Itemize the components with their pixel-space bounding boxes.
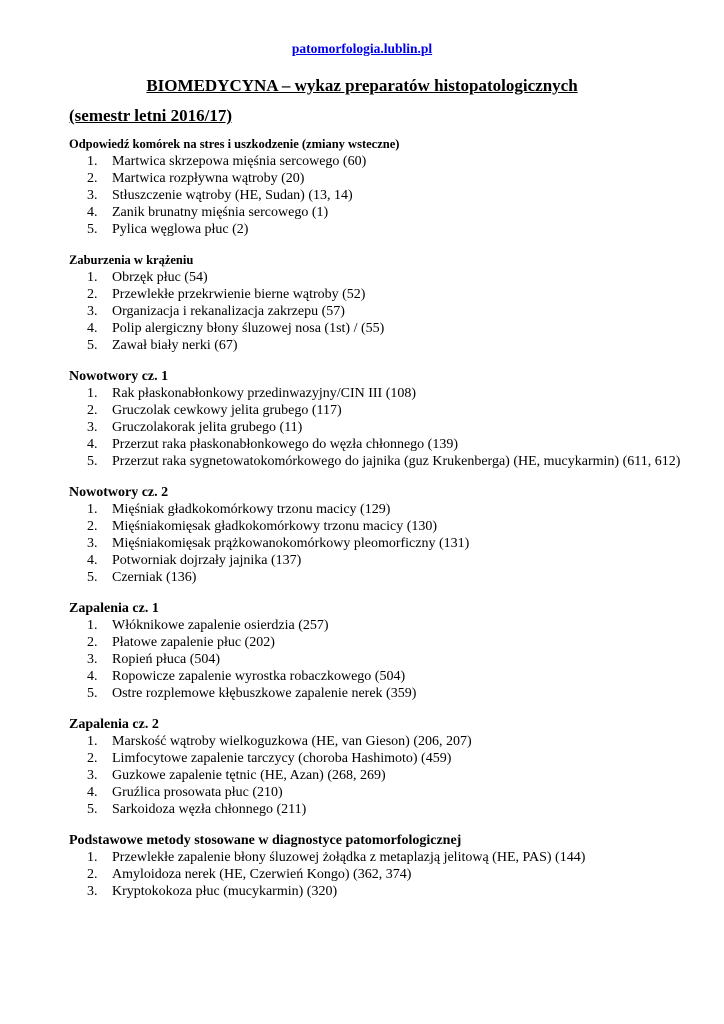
item-list — [69, 617, 709, 702]
list-item-text: Ropień płuca (504) — [112, 652, 221, 667]
list-item: 5. Przerzut raka sygnetowatokomórkowego do jajnika (guz Krukenberga) (HE, mucykarmin) (611, 612) — [87, 454, 681, 469]
list-item: 2. Limfocytowe zapalenie tarczycy (choroba Hashimoto) (459) — [87, 751, 452, 766]
list-item: 1. Marskość wątroby wielkoguzkowa (HE, van Gieson) (206, 207) — [87, 734, 472, 749]
section-heading: Zapalenia cz. 2 — [69, 717, 159, 732]
section-heading: Zaburzenia w krążeniu — [69, 253, 194, 267]
document-title: BIOMEDYCYNA – wykaz preparatów histopatologicznych — [146, 76, 578, 95]
list-item-text: Martwica rozpływna wątroby (20) — [112, 171, 305, 186]
section-circulation-disorders — [69, 252, 709, 354]
document-content — [69, 136, 709, 900]
list-item: 5. Zawał biały nerki (67) — [87, 338, 238, 353]
list-item-text: Organizacja i rekanalizacja zakrzepu (57) — [112, 304, 345, 319]
list-item-text: Zawał biały nerki (67) — [112, 338, 238, 353]
list-item-text: Martwica skrzepowa mięśnia sercowego (60) — [112, 154, 367, 169]
document-subtitle: (semestr letni 2016/17) — [69, 106, 233, 125]
list-item-text: Gruźlica prosowata płuc (210) — [112, 785, 283, 800]
list-item-text: Przewlekłe przekrwienie bierne wątroby (52) — [112, 287, 366, 302]
list-item-text: Ropowicze zapalenie wyrostka robaczkowego (504) — [112, 669, 406, 684]
list-item-text: Pylica węglowa płuc (2) — [112, 222, 249, 237]
item-list — [69, 849, 709, 900]
list-item: 5. Pylica węglowa płuc (2) — [87, 222, 249, 237]
list-item-text: Przerzut raka płaskonabłonkowego do węzła chłonnego (139) — [112, 437, 458, 452]
list-item-text: Polip alergiczny błony śluzowej nosa (1st) / (55) — [112, 321, 385, 336]
list-item: 4. Gruźlica prosowata płuc (210) — [87, 785, 283, 800]
list-item-text: Gruczolakorak jelita grubego (11) — [112, 420, 303, 435]
list-item: 1. Martwica skrzepowa mięśnia sercowego (60) — [87, 154, 367, 169]
list-item: 2. Przewlekłe przekrwienie bierne wątroby (52) — [87, 287, 366, 302]
section-inflammations-2 — [69, 716, 709, 818]
list-item-text: Kryptokokoza płuc (mucykarmin) (320) — [112, 884, 338, 899]
list-item-text: Rak płaskonabłonkowy przedinwazyjny/CIN III (108) — [112, 386, 417, 401]
list-item-text: Mięśniakomięsak gładkokomórkowy trzonu macicy (130) — [112, 519, 438, 534]
list-item: 5. Czerniak (136) — [87, 570, 197, 585]
site-link[interactable]: patomorfologia.lublin.pl — [291, 41, 433, 56]
list-item-text: Ostre rozplemowe kłębuszkowe zapalenie nerek (359) — [112, 686, 417, 701]
list-item: 1. Przewlekłe zapalenie błony śluzowej żołądka z metaplazją jelitową (HE, PAS) (144) — [87, 850, 586, 865]
list-item: 3. Guzkowe zapalenie tętnic (HE, Azan) (268, 269) — [87, 768, 386, 783]
item-list — [69, 733, 709, 818]
list-item: 1. Włóknikowe zapalenie osierdzia (257) — [87, 618, 329, 633]
item-list — [69, 501, 709, 586]
list-item: 4. Potworniak dojrzały jajnika (137) — [87, 553, 302, 568]
list-item: 3. Stłuszczenie wątroby (HE, Sudan) (13, 14) — [87, 188, 353, 203]
list-item: 2. Gruczolak cewkowy jelita grubego (117) — [87, 403, 342, 418]
list-item-text: Płatowe zapalenie płuc (202) — [112, 635, 275, 650]
item-list — [69, 269, 709, 354]
list-item: 4. Polip alergiczny błony śluzowej nosa (1st) / (55) — [87, 321, 385, 336]
list-item: 1. Mięśniak gładkokomórkowy trzonu macicy (129) — [87, 502, 391, 517]
section-heading: Zapalenia cz. 1 — [69, 601, 159, 616]
list-item-text: Amyloidoza nerek (HE, Czerwień Kongo) (362, 374) — [112, 867, 412, 882]
list-item-text: Marskość wątroby wielkoguzkowa (HE, van Gieson) (206, 207) — [112, 734, 472, 749]
section-heading: Nowotwory cz. 1 — [69, 369, 169, 384]
list-item-text: Mięśniak gładkokomórkowy trzonu macicy (129) — [112, 502, 391, 517]
list-item: 5. Sarkoidoza węzła chłonnego (211) — [87, 802, 307, 817]
list-item-text: Włóknikowe zapalenie osierdzia (257) — [112, 618, 329, 633]
section-heading: Odpowiedź komórek na stres i uszkodzenie (zmiany wsteczne) — [69, 137, 400, 151]
item-list — [69, 153, 709, 238]
list-item: 2. Amyloidoza nerek (HE, Czerwień Kongo) (362, 374) — [87, 867, 412, 882]
section-neoplasms-1 — [69, 368, 709, 470]
list-item: 2. Mięśniakomięsak gładkokomórkowy trzonu macicy (130) — [87, 519, 438, 534]
section-heading: Nowotwory cz. 2 — [69, 485, 169, 500]
list-item: 1. Obrzęk płuc (54) — [87, 270, 208, 285]
item-list — [69, 385, 709, 470]
list-item-text: Sarkoidoza węzła chłonnego (211) — [112, 802, 307, 817]
list-item-text: Zanik brunatny mięśnia sercowego (1) — [112, 205, 329, 220]
list-item-text: Potworniak dojrzały jajnika (137) — [112, 553, 302, 568]
section-inflammations-1 — [69, 600, 709, 702]
list-item-text: Stłuszczenie wątroby (HE, Sudan) (13, 14) — [112, 188, 353, 203]
list-item-text: Mięśniakomięsak prążkowanokomórkowy pleomorficzny (131) — [112, 536, 470, 551]
list-item: 3. Gruczolakorak jelita grubego (11) — [87, 420, 303, 435]
list-item-text: Przewlekłe zapalenie błony śluzowej żołądka z metaplazją jelitową (HE, PAS) (144) — [112, 850, 586, 865]
list-item: 4. Zanik brunatny mięśnia sercowego (1) — [87, 205, 329, 220]
list-item: 2. Martwica rozpływna wątroby (20) — [87, 171, 305, 186]
list-item-text: Guzkowe zapalenie tętnic (HE, Azan) (268, 269) — [112, 768, 386, 783]
list-item-text: Obrzęk płuc (54) — [112, 270, 208, 285]
list-item: 1. Rak płaskonabłonkowy przedinwazyjny/CIN III (108) — [87, 386, 417, 401]
list-item-text: Przerzut raka sygnetowatokomórkowego do jajnika (guz Krukenberga) (HE, mucykarmin) (611, 612) — [112, 454, 681, 469]
list-item: 5. Ostre rozplemowe kłębuszkowe zapalenie nerek (359) — [87, 686, 417, 701]
list-item: 3. Mięśniakomięsak prążkowanokomórkowy pleomorficzny (131) — [87, 536, 470, 551]
list-item-text: Czerniak (136) — [112, 570, 197, 585]
list-item: 4. Ropowicze zapalenie wyrostka robaczkowego (504) — [87, 669, 406, 684]
list-item: 3. Organizacja i rekanalizacja zakrzepu (57) — [87, 304, 345, 319]
section-diagnostic-methods — [69, 832, 709, 900]
list-item: 4. Przerzut raka płaskonabłonkowego do węzła chłonnego (139) — [87, 437, 458, 452]
section-neoplasms-2 — [69, 484, 709, 586]
section-heading: Podstawowe metody stosowane w diagnostyce patomorfologicznej — [69, 833, 462, 848]
section-regressive-changes — [69, 136, 709, 238]
list-item-text: Gruczolak cewkowy jelita grubego (117) — [112, 403, 342, 418]
list-item-text: Limfocytowe zapalenie tarczycy (choroba Hashimoto) (459) — [112, 751, 452, 766]
list-item: 3. Kryptokokoza płuc (mucykarmin) (320) — [87, 884, 338, 899]
list-item: 3. Ropień płuca (504) — [87, 652, 221, 667]
list-item: 2. Płatowe zapalenie płuc (202) — [87, 635, 275, 650]
